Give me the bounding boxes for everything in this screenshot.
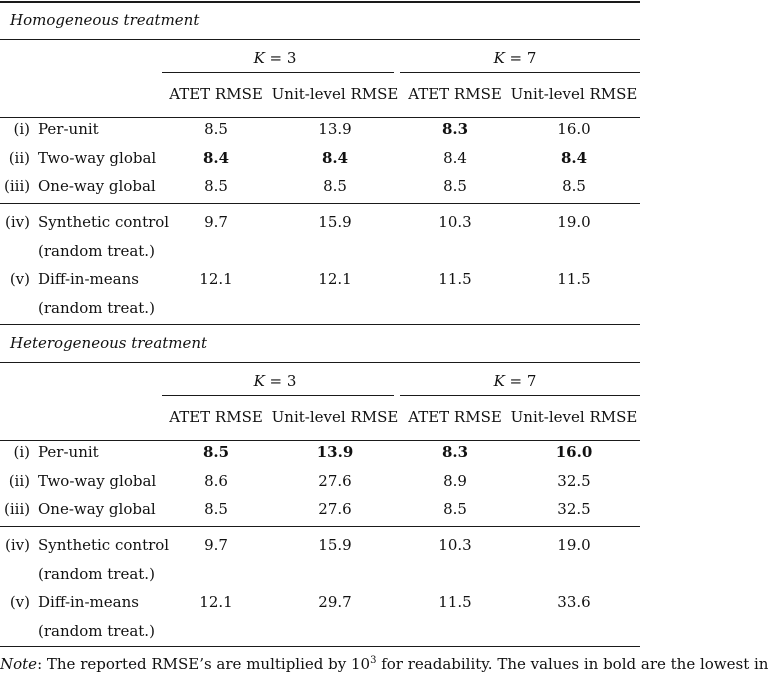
row-label: Diff-in-means	[38, 593, 139, 611]
table-cell: 27.6	[318, 472, 352, 490]
k-header-left: K = 3	[253, 49, 297, 67]
table-cell: 12.1	[199, 593, 233, 611]
section-top-rule	[0, 324, 640, 325]
table-cell: 8.4	[560, 149, 588, 167]
note-exponent: 3	[370, 655, 377, 666]
k-header-right: K = 7	[493, 49, 537, 67]
table-cell: 10.3	[438, 536, 472, 554]
table-cell: 19.0	[557, 213, 591, 231]
table-cell: 11.5	[438, 593, 472, 611]
row-label: One-way global	[38, 500, 156, 518]
row-label: Diff-in-means	[38, 270, 139, 288]
column-header: ATET RMSE	[169, 408, 263, 426]
section-top-rule	[0, 1, 640, 3]
row-label: Synthetic control	[38, 536, 170, 554]
row-number: (v)	[9, 593, 30, 611]
table-cell: 8.5	[204, 120, 228, 138]
table-cell: 8.5	[323, 177, 347, 195]
table-cell: 8.5	[202, 443, 230, 461]
row-label: Per-unit	[38, 120, 99, 138]
table-cell: 8.4	[202, 149, 230, 167]
table-cell: 8.3	[441, 120, 469, 138]
table-cell: 11.5	[438, 270, 472, 288]
row-label: Synthetic control	[38, 213, 170, 231]
table-cell: 8.5	[443, 177, 467, 195]
section-title-rule	[0, 39, 640, 40]
table-cell: 9.7	[204, 536, 228, 554]
table-cell: 8.4	[443, 149, 467, 167]
table-cell: 8.4	[321, 149, 349, 167]
table-cell: 10.3	[438, 213, 472, 231]
table-cell: 27.6	[318, 500, 352, 518]
table-cell: 29.7	[318, 593, 352, 611]
row-label: One-way global	[38, 177, 156, 195]
k-left-underline	[162, 395, 394, 396]
row-number: (i)	[13, 443, 30, 461]
table-note	[0, 655, 768, 673]
row-number: (iv)	[5, 536, 30, 554]
row-label-continued: (random treat.)	[38, 299, 155, 317]
row-number: (i)	[13, 120, 30, 138]
column-header: Unit-level RMSE	[510, 408, 638, 426]
row-number: (iii)	[4, 177, 31, 195]
section-title: Heterogeneous treatment	[10, 334, 208, 352]
note-label: Note	[0, 655, 38, 673]
table-cell: 8.5	[443, 500, 467, 518]
row-label-continued: (random treat.)	[38, 565, 155, 583]
section-title-rule	[0, 362, 640, 363]
table-cell: 13.9	[318, 120, 352, 138]
table-cell: 15.9	[318, 536, 352, 554]
table-cell: 8.5	[562, 177, 586, 195]
note-text-before: : The reported RMSE’s are multiplied by 10	[37, 655, 371, 673]
k-right-underline	[400, 395, 640, 396]
row-number: (iii)	[4, 500, 31, 518]
table-cell: 32.5	[557, 472, 591, 490]
table-cell: 16.0	[555, 443, 593, 461]
header-rule	[0, 117, 640, 118]
header-rule	[0, 440, 640, 441]
table-cell: 12.1	[318, 270, 352, 288]
row-number: (ii)	[8, 472, 30, 490]
row-label: Two-way global	[38, 472, 157, 490]
row-label-continued: (random treat.)	[38, 622, 155, 640]
group-separator-rule	[0, 526, 640, 527]
row-label-continued: (random treat.)	[38, 242, 155, 260]
column-header: ATET RMSE	[408, 85, 502, 103]
column-header: Unit-level RMSE	[271, 408, 399, 426]
table-cell: 19.0	[557, 536, 591, 554]
k-header-right: K = 7	[493, 372, 537, 390]
note-text-after: for readability. The values in bold are the lowest in	[376, 655, 768, 673]
table-cell: 16.0	[557, 120, 591, 138]
k-left-underline	[162, 72, 394, 73]
k-header-left: K = 3	[253, 372, 297, 390]
table-cell: 9.7	[204, 213, 228, 231]
row-label: Two-way global	[38, 149, 157, 167]
table-cell: 13.9	[316, 443, 354, 461]
table-cell: 33.6	[557, 593, 591, 611]
table-cell: 15.9	[318, 213, 352, 231]
column-header: ATET RMSE	[169, 85, 263, 103]
row-number: (iv)	[5, 213, 30, 231]
column-header: Unit-level RMSE	[510, 85, 638, 103]
table-cell: 8.5	[204, 177, 228, 195]
row-label: Per-unit	[38, 443, 99, 461]
table-cell: 11.5	[557, 270, 591, 288]
table-cell: 32.5	[557, 500, 591, 518]
section-title: Homogeneous treatment	[10, 11, 200, 29]
column-header: Unit-level RMSE	[271, 85, 399, 103]
row-number: (ii)	[8, 149, 30, 167]
table-cell: 8.3	[441, 443, 469, 461]
table-cell: 12.1	[199, 270, 233, 288]
column-header: ATET RMSE	[408, 408, 502, 426]
table-bottom-rule	[0, 646, 640, 647]
row-number: (v)	[9, 270, 30, 288]
table-cell: 8.5	[204, 500, 228, 518]
table-cell: 8.6	[204, 472, 228, 490]
table-cell: 8.9	[443, 472, 467, 490]
group-separator-rule	[0, 203, 640, 204]
k-right-underline	[400, 72, 640, 73]
